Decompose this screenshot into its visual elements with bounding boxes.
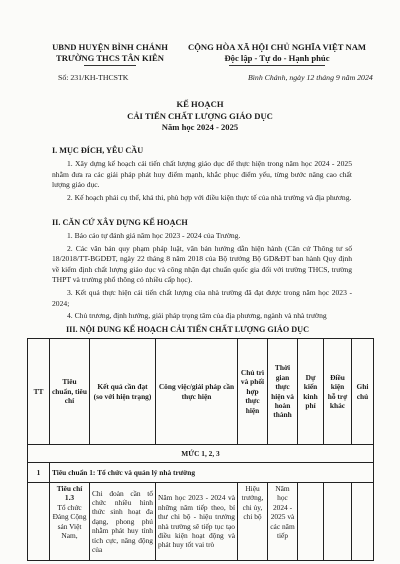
improvement-plan-table	[27, 338, 374, 561]
col-header-lead: Chủ trì và phối hợp thực hiện	[238, 339, 268, 445]
standard-number: 1	[28, 463, 50, 483]
standard-label: Tiêu chuẩn 1: Tổ chức và quản lý nhà trường	[50, 463, 374, 483]
row-tt-cell	[28, 483, 50, 561]
section-2-body	[52, 231, 352, 324]
agency-district: UBND HUYỆN BÌNH CHÁNH	[52, 42, 168, 52]
lead-cell: Hiệu trưởng, chi ủy, chi bộ	[238, 483, 268, 561]
col-header-support: Điều kiện hỗ trợ khác	[324, 339, 352, 445]
document-number: Số: 231/KH-THCSTK	[58, 73, 129, 82]
national-motto	[178, 42, 376, 66]
time-cell: Năm học 2024 - 2025 và các năm tiếp	[268, 483, 298, 561]
country-name: CỘNG HÒA XÃ HỘI CHỦ NGHĨA VIỆT NAM	[187, 42, 367, 52]
section-1-heading: I. MỤC ĐÍCH, YÊU CẦU	[52, 146, 144, 155]
section-2-paragraph: 3. Kết quả thực hiện cải tiến chất lượng của nhà trường đã đạt được trong năm học 2023 - 2024;	[52, 287, 352, 308]
section-1-body	[52, 159, 352, 205]
criteria-text: Tổ chức Đảng Cộng sản Việt Nam,	[52, 502, 87, 541]
section-2-paragraph: 1. Báo cáo tự đánh giá năm học 2023 - 2024 của Trường.	[67, 231, 241, 240]
title-line-3: Năm học 2024 - 2025	[161, 122, 239, 132]
document-date: Bình Chánh, ngày 12 tháng 9 năm 2024	[248, 73, 373, 82]
table-row	[28, 463, 374, 483]
motto-underline	[229, 65, 325, 66]
col-header-criteria: Tiêu chuẩn, tiêu chí	[50, 339, 90, 445]
note-cell	[352, 483, 374, 561]
table-row	[28, 483, 374, 561]
col-header-budget: Dự kiến kinh phí	[298, 339, 324, 445]
section-1-paragraph: 1. Xây dựng kế hoạch cải tiến chất lượng giáo dục để thực hiện trong năm học 2024 - 2025 nhằm đưa ra các giải pháp phát huy điểm mạnh, khắc phục điểm yếu, từng bước nâng cao chất lượng giáo dục.	[52, 159, 352, 190]
title-line-1: KẾ HOẠCH	[176, 99, 224, 109]
criteria-title: Tiêu chí 1.3	[56, 484, 83, 503]
section-1-paragraph: 2. Kế hoạch phải cụ thể, khả thi, phù hợp với điều kiện thực tế của nhà trường và địa phương.	[67, 192, 352, 202]
document-title	[60, 99, 340, 134]
section-3-heading: III. NỘI DUNG KẾ HOẠCH CẢI TIẾN CHẤT LƯỢNG GIÁO DỤC	[66, 325, 310, 334]
budget-cell	[298, 483, 324, 561]
col-header-time: Thời gian thực hiện và hoàn thành	[268, 339, 298, 445]
table-header-row	[28, 339, 374, 445]
results-cell: Chi đoàn cần tổ chức nhiều hình thức sinh hoạt đa dạng, phong phú nhằm phát huy tính tích cực, năng động của	[90, 483, 156, 561]
support-cell	[324, 483, 352, 561]
col-header-note: Ghi chú	[352, 339, 374, 445]
level-row: MỨC 1, 2, 3	[28, 445, 374, 463]
section-2-heading: II. CĂN CỨ XÂY DỰNG KẾ HOẠCH	[52, 218, 188, 227]
table-row	[28, 445, 374, 463]
motto: Độc lập - Tự do - Hạnh phúc	[224, 53, 330, 63]
title-line-2: CẢI TIẾN CHẤT LƯỢNG GIÁO DỤC	[127, 110, 273, 121]
section-2-paragraph: 2. Các văn bản quy phạm pháp luật, văn bản hướng dẫn hiện hành (Căn cứ Thông tư số 18/2018/TT-BGDĐT, ngày 22 tháng 8 năm 2018 của Bộ trưởng Bộ GD&ĐT ban hành Quy định về kiểm định chất lượng giáo dục và công nhận đạt chuẩn quốc gia đối với trường THCS, trường THPT và trường phổ thông có nhiều cấp học).	[52, 243, 352, 285]
criteria-cell	[50, 483, 90, 561]
agency-underline	[84, 65, 136, 66]
col-header-results: Kết quả cần đạt (so với hiện trạng)	[90, 339, 156, 445]
tasks-cell: Năm học 2023 - 2024 và những năm tiếp theo, bí thư chi bộ - hiệu trưởng nhà trường sẽ tiếp tục tạo điều kiện hoạt động và phát huy tốt vai trò	[156, 483, 238, 561]
agency-school: TRƯỜNG THCS TÂN KIÊN	[55, 53, 164, 63]
issuing-agency	[30, 42, 190, 66]
section-2-paragraph: 4. Chủ trương, định hướng, giải pháp trọng tâm của địa phương, ngành và nhà trường	[67, 311, 327, 321]
col-header-tt: TT	[28, 339, 50, 445]
col-header-tasks: Công việc/giải pháp cần thực hiện	[156, 339, 238, 445]
